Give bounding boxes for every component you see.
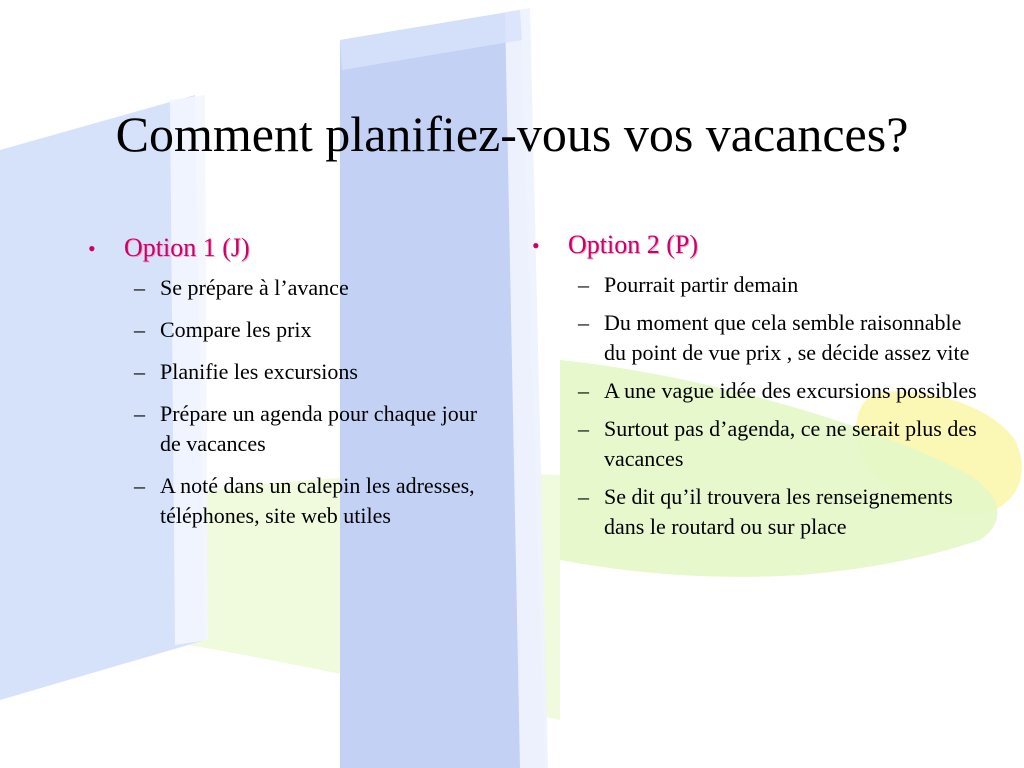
bullet-icon: •	[88, 236, 96, 261]
dash-icon: –	[578, 310, 589, 335]
dash-icon: –	[134, 317, 145, 342]
list-item	[568, 270, 982, 300]
list-item-text: A une vague idée des excursions possibles	[604, 378, 977, 403]
list-item-text: Se prépare à l’avance	[160, 275, 349, 300]
list-item-text: Du moment que cela semble raisonnable du point de vue prix , se décide assez vite	[604, 310, 970, 365]
left-column	[88, 232, 488, 543]
list-item	[124, 471, 488, 531]
dash-icon: –	[134, 359, 145, 384]
option-2-list	[568, 270, 982, 542]
list-item-text: Pourrait partir demain	[604, 272, 799, 297]
list-item-text: Compare les prix	[160, 317, 312, 342]
list-item-text: Se dit qu’il trouvera les renseignements dans le routard ou sur place	[604, 484, 953, 539]
dash-icon: –	[134, 275, 145, 300]
list-item	[568, 414, 982, 474]
dash-icon: –	[578, 416, 589, 441]
option-2-heading-label: Option 2 (P)	[568, 230, 698, 259]
list-item-text: Surtout pas d’agenda, ce ne serait plus des vacances	[604, 416, 977, 471]
dash-icon: –	[578, 378, 589, 403]
list-item-text: Planifie les excursions	[160, 359, 358, 384]
right-column	[532, 229, 982, 550]
option-1-heading	[88, 232, 488, 265]
list-item	[568, 482, 982, 542]
list-item	[568, 376, 982, 406]
bullet-icon: •	[532, 233, 540, 258]
dash-icon: –	[134, 401, 145, 426]
option-1-heading-label: Option 1 (J)	[124, 233, 250, 262]
slide-title: Comment planifiez-vous vos vacances?	[115, 106, 909, 162]
dash-icon: –	[578, 272, 589, 297]
list-item	[568, 308, 982, 368]
list-item	[124, 399, 488, 459]
option-2-heading	[532, 229, 982, 262]
dash-icon: –	[578, 484, 589, 509]
list-item-text: A noté dans un calepin les adresses, téléphones, site web utiles	[160, 473, 475, 528]
dash-icon: –	[134, 473, 145, 498]
option-1-list	[124, 273, 488, 531]
list-item-text: Prépare un agenda pour chaque jour de vacances	[160, 401, 478, 456]
list-item	[124, 315, 488, 345]
list-item	[124, 273, 488, 303]
list-item	[124, 357, 488, 387]
